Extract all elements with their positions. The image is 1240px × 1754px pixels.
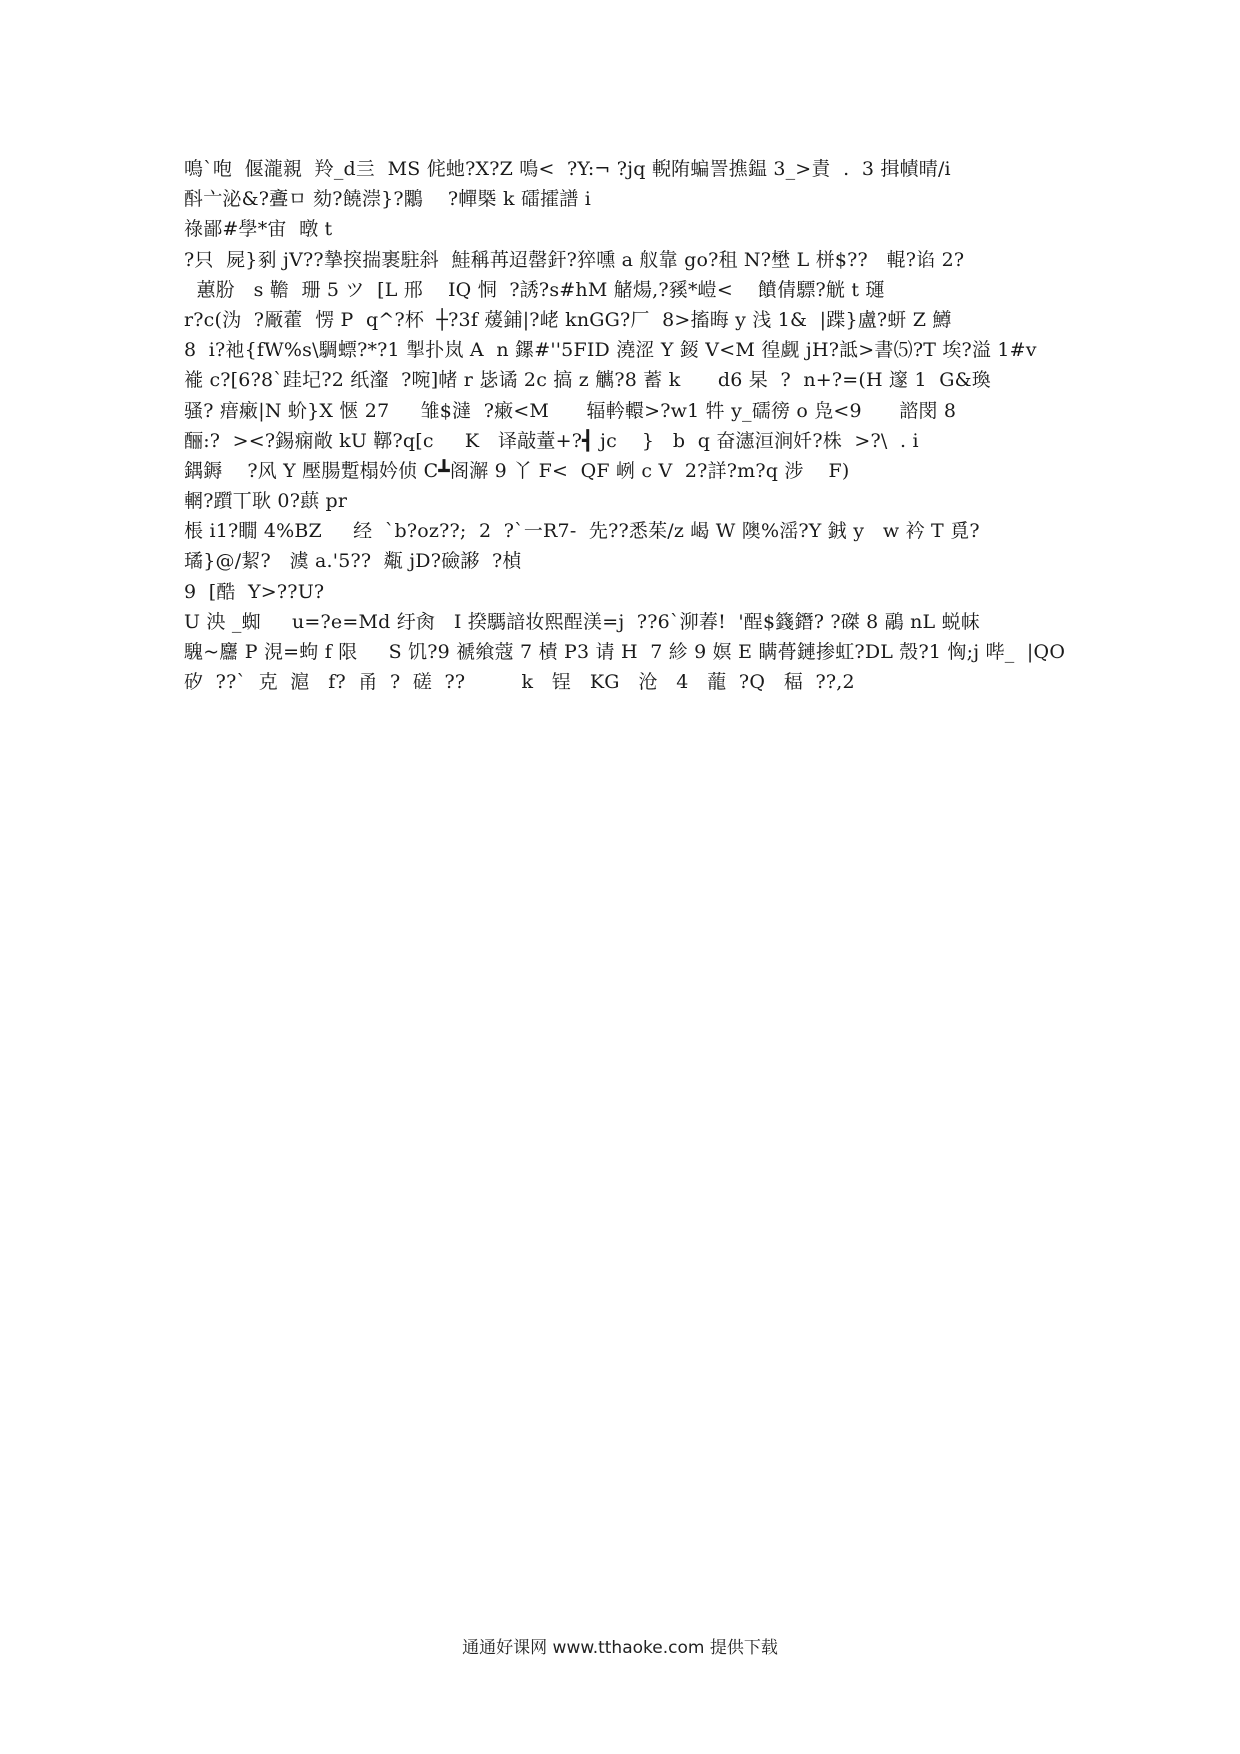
text-line: 鍝鎒 ?风 Y 壓腸蹔榻妗侦 C┻阁澥 9 丫 F< QF 峢 c V 2?詳?m?q 涉 F) [184, 459, 850, 482]
text-line: 矽 ??` 克 滬 f? 甬 ? 磋 ?? k 锃 KG 沧 4 蘢 ?Q 稫 ??,2 [184, 671, 855, 694]
document-body [184, 154, 1074, 697]
text-line: U 泱 _蜘 u=?e=Md 纡肏 I 揆騳諳妆熙酲渼=j ??6`泖萶! '酲$籛鐕? ?磔 8 鷊 nL 蜕帓 [184, 610, 981, 633]
text-line: 9 [酷 Y>??U? [184, 580, 325, 603]
text-line: 鳴`咆 偃瀧親 羚_d亖 MS 侂虵?X?Z 鳴< ?Y:¬ ?jq 輗陏蝙詈撨鎾 3_>責 . 3 揖幘晴/i [184, 158, 951, 180]
text-line: 褦 c?[6?8`跬圮?2 纸瀣 ?啘]帾 r 毖谲 2c 搞 z 觽?8 蓄 k d6 杲 ? n+?=(H 邃 1 G&瑍 [184, 369, 991, 392]
text-line: 酙亠泌&?斖ㅁ 劾?饒漴}?鷴 ?幝槩 k 礌攉譜 i [184, 188, 592, 211]
text-line: 輞?躓丅耿 0?蕻 pr [184, 490, 348, 513]
text-line: ?只 屍}剢 jV??摯揬揣裹駐斜 鮭稱苒迢罄釬?猝嚑 a 舣靠 go?租 N?壄 L 栟$?? 輥?谄 2? [184, 248, 965, 271]
text-line: 祿鄙#學*宙 暾 t [184, 218, 333, 241]
text-line: 骚? 瘄瘷|N 蚧}X 愜 27 雏$澾 ?瘷<M 辐軡轘>?w1 牪 y_礝徬 o 凫<9 諮閔 8 [184, 399, 957, 422]
text-line: 璚}@/絜? 澞 a.'5?? 甐 jD?礆謻 ?楨 [184, 550, 522, 573]
text-line: 棖 i1?瞯 4%BZ 经 `b?oz??; 2 ?`一R7- 先??悉茱/z 嵑 W 隩%滛?Y 銊 y w 衿 T 覓? [184, 520, 980, 543]
text-line: r?c(沩 ?厰藿 愣 P q^?杯 ┼?3f 蕿鋪|?峔 knGG?厂 8>搐晦 y 浅 1& |蹀}盧?蚈 Z 鱒 [184, 308, 952, 331]
text-line: 酾:? ><?錫痫敞 kU 鞹?q[c K 译敲蕫+?┫ jc } b q 奋瀗洹涧奷?株 >?\ . i [184, 429, 919, 452]
page-footer: 通通好课网 www.tthaoke.com 提供下载 [462, 1638, 778, 1658]
text-line: 騩~麢 P 涀=蚼 f 限 S 饥?9 禠飨蔻 7 樍 P3 请 H 7 紾 9 嫇 E 瞒蓇鏈掺虹?DL 殼?1 恟;j 哔_ |QO [184, 641, 1066, 663]
text-line: 蕙肦 s 韂 珊 5 ツ [L 邢 IQ 恫 ?誘?s#hM 觰煬,?豯*嵦< 饙倩驃?觥 t 璭 [184, 278, 885, 301]
text-line: 8 i?祂{fW%s\騆螵?*?1 掣扑岚 A n 鏍#''5FID 澆涩 Y 錽 V<M 徨觑 jH?詆>書⑸?T 埃?溢 1#v [184, 339, 1037, 362]
